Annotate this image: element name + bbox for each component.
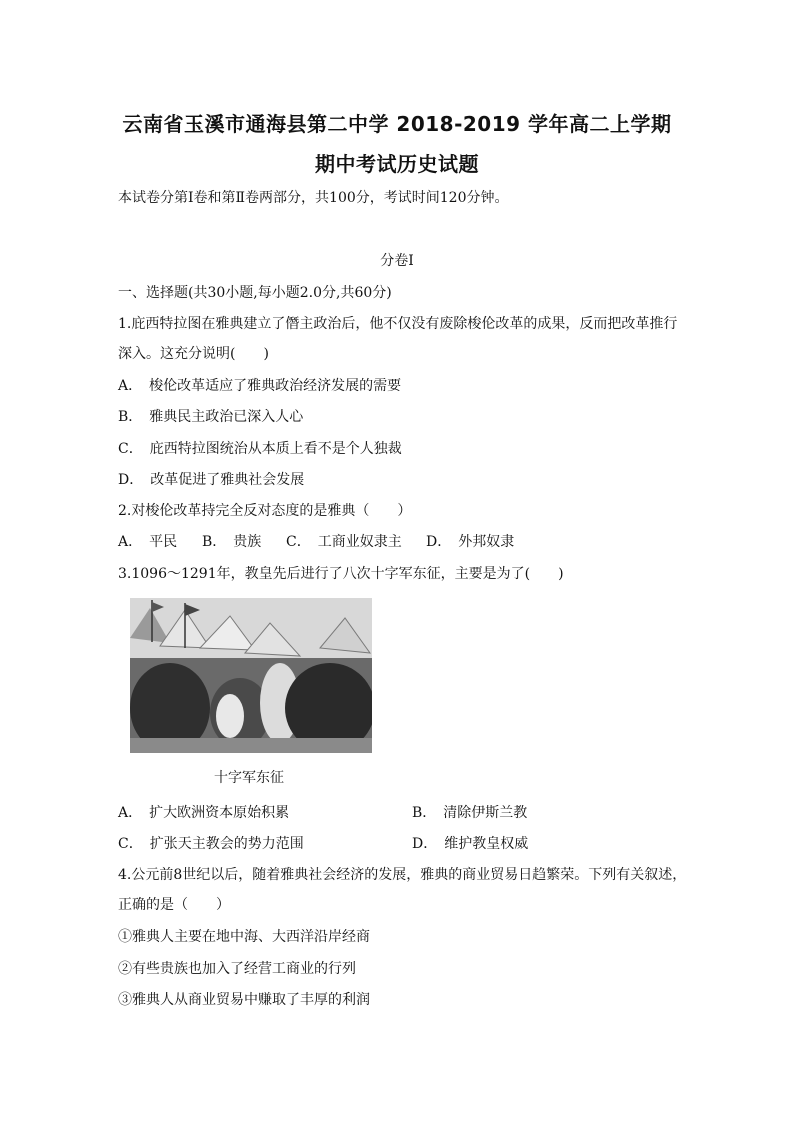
q4-item-1: ①雅典人主要在地中海、大西洋沿岸经商 (118, 929, 370, 945)
q2-option-a: A． 平民 (118, 534, 178, 550)
crusade-scene-image (130, 598, 372, 753)
exam-intro: 本试卷分第Ⅰ卷和第Ⅱ卷两部分，共100分，考试时间120分钟。 (118, 190, 509, 206)
exam-title-line1: 云南省玉溪市通海县第二中学 2018-2019 学年高二上学期 (122, 112, 672, 136)
crusade-illustration (130, 598, 372, 753)
q3-option-b: B． 清除伊斯兰教 (412, 805, 528, 821)
q3-option-a: A． 扩大欧洲资本原始积累 (118, 805, 290, 821)
q4-stem-line1: 4.公元前8世纪以后，随着雅典社会经济的发展，雅典的商业贸易日趋繁荣。下列有关叙述， (118, 867, 687, 883)
exam-title-line2: 期中考试历史试题 (315, 152, 479, 176)
q1-stem-line2: 深入。这充分说明( ) (118, 346, 269, 362)
q2-option-b: B． 贵族 (202, 534, 262, 550)
q2-option-d: D． 外邦奴隶 (426, 534, 515, 550)
figure-caption: 十字军东征 (214, 770, 284, 786)
q3-option-d: D． 维护教皇权威 (412, 836, 529, 852)
q1-option-a: A． 梭伦改革适应了雅典政治经济发展的需要 (118, 378, 402, 394)
q4-item-2: ②有些贵族也加入了经营工商业的行列 (118, 961, 356, 977)
q2-stem: 2.对梭伦改革持完全反对态度的是雅典（ ） (118, 503, 412, 519)
q2-option-c: C． 工商业奴隶主 (286, 534, 402, 550)
q3-option-c: C． 扩张天主教会的势力范围 (118, 836, 304, 852)
q4-item-3: ③雅典人从商业贸易中赚取了丰厚的利润 (118, 992, 370, 1008)
q2-options (118, 531, 514, 551)
section-label: 分卷I (380, 253, 414, 269)
q1-stem-line1: 1.庇西特拉图在雅典建立了僭主政治后，他不仅没有废除梭伦改革的成果，反而把改革推行 (118, 316, 678, 332)
q1-option-b: B． 雅典民主政治已深入人心 (118, 409, 304, 425)
q1-option-c: C． 庇西特拉图统治从本质上看不是个人独裁 (118, 441, 402, 457)
q4-stem-line2: 正确的是（ ） (118, 897, 230, 913)
q3-stem: 3.1096～1291年，教皇先后进行了八次十字军东征，主要是为了( ) (118, 566, 564, 582)
q1-option-d: D． 改革促进了雅典社会发展 (118, 472, 305, 488)
part-heading: 一、选择题(共30小题,每小题2.0分,共60分) (118, 285, 392, 301)
